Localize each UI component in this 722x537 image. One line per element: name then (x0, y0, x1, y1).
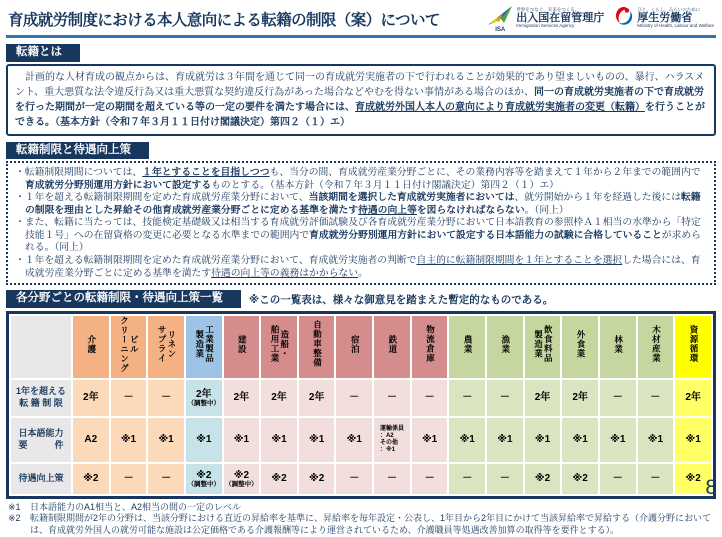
footnote-item (8, 502, 714, 514)
table-cell: 運輸係員 ：A2 その他 ：※1 (374, 418, 410, 462)
mhlw-logo-icon (614, 6, 634, 31)
text-segment: が求められる。（同上） (25, 229, 701, 254)
column-header: 農業 (449, 316, 485, 378)
bullet-item (15, 255, 707, 280)
mhlw-name-en: Ministry of Health, Labour and Welfare (637, 23, 714, 29)
text-segment: 待遇の向上等 (358, 204, 417, 216)
mhlw-tagline: ひと、くらし、みらいのために (637, 7, 701, 12)
text-segment: 当該期間を選択した育成就労実施者においては (308, 192, 515, 204)
table-cell: 2年 (675, 380, 711, 416)
table-cell: － (111, 464, 147, 494)
row-header: 待遇向上策 (11, 464, 71, 494)
field-restriction-table (6, 311, 716, 499)
table-cell: ※2 (261, 464, 297, 494)
table-cell: ※1 (261, 418, 297, 462)
table-cell: ※1 (186, 418, 222, 462)
table-cell: ※1 (525, 418, 561, 462)
table-cell: 2年 (73, 380, 109, 416)
footnote-mark: ※2 (8, 513, 21, 524)
column-header: 建設 (224, 316, 260, 378)
column-header: 介護 (73, 316, 109, 378)
text-segment: ・転籍制限期間については、 (15, 167, 143, 179)
table-cell: － (374, 464, 410, 494)
table-cell: 2年 (525, 380, 561, 416)
table-cell: ※2 (73, 464, 109, 494)
section2-badge: 転籍制限と待遇向上策 (6, 142, 149, 160)
section-tenseki-toha (6, 42, 716, 136)
table-cell: － (487, 380, 523, 416)
column-header: 造船・ 舶用工業 (261, 316, 297, 378)
text-segment: 育成就労分野別運用方針において設定する日本語能力の試験に合格していること (309, 229, 662, 241)
table-cell: A2 (73, 418, 109, 462)
text-segment: 育成就労外国人本人の意向により育成就労実施者の変更（転籍） (355, 101, 645, 113)
section2-bullet-box (6, 161, 716, 285)
table-body (11, 380, 711, 494)
table-cell: ※1 (412, 418, 448, 462)
column-header: ビル クリーニング (111, 316, 147, 378)
text-segment: ・１年を超える転籍制限期間を定めた育成就労産業分野において、育成就労実施者の判断で (15, 255, 417, 266)
column-header: 林業 (600, 316, 636, 378)
column-header: 工業製品 製造業 (186, 316, 222, 378)
text-segment: １年とすることを目指しつつ (142, 167, 270, 179)
text-segment: ・また、転籍に当たっては、技能検定基礎級又は相当する育成就労評価試験及び各育成就労産業分野において日本語教育の参照枠Ａ１相当の水準から「特定技能１号」への在留資格の変更に必要となる水準までの範囲内で (15, 217, 701, 241)
footnote-mark: ※1 (8, 501, 21, 512)
isa-logo (487, 5, 604, 33)
page-title: 育成就労制度における本人意向による転籍の制限（案）について (8, 11, 440, 29)
table-cell: － (148, 380, 184, 416)
isa-logo-icon (487, 5, 513, 33)
text-segment: 転籍の制限を理由とした昇給その他育成就労産業分野ごとに定める基準を満たす (25, 192, 701, 216)
row-header: 1年を超える 転 籍 制 限 (11, 380, 71, 416)
table-cell: － (449, 380, 485, 416)
table-cell: － (148, 464, 184, 494)
text-segment: した場合には、育成就労産業分野ごとに定める基準を満たす (25, 255, 701, 279)
text-segment: ・１年を超える転籍制限期間を定めた育成就労産業分野において、 (15, 192, 309, 204)
table-cell: － (638, 380, 674, 416)
section-tenseki-seigen (6, 140, 716, 285)
table-cell: ※1 (449, 418, 485, 462)
column-header: 鉄道 (374, 316, 410, 378)
isa-name: 出入国在留管理庁 (516, 11, 605, 24)
mhlw-logo (614, 6, 714, 31)
table-cell: 2年 (224, 380, 260, 416)
footnote-item (8, 513, 714, 536)
bullet-item (15, 217, 707, 255)
text-segment: ものとする。（基本方針（令和７年３月１１日付け閣議決定）第四２（１）エ） (211, 179, 559, 191)
table-cell: － (374, 380, 410, 416)
column-header: 飲食料品 製造業 (525, 316, 561, 378)
column-header: 資源循環 (675, 316, 711, 378)
row-header: 日本語能力 要 件 (11, 418, 71, 462)
column-header: 自動車整備 (299, 316, 335, 378)
table-cell: － (600, 464, 636, 494)
table-corner-cell (11, 316, 71, 378)
table-cell: ※2 （調整中） (186, 464, 222, 494)
table-cell: ※1 (675, 418, 711, 462)
column-header: 木材産業 (638, 316, 674, 378)
footnote-text: 転籍制限期間が2年の分野は、当該分野における直近の昇給率を基準に、昇給率を毎年設定・公表し、1年目から2年目にかけて当該昇給率で昇給する（介護分野においては、育成就労外国人の就労可能な施設は公定価格である介護報酬等により運営されているため、介護職員等処遇改善加算の取得等を要件とする）。 (30, 513, 712, 536)
table-cell: 2年 (299, 380, 335, 416)
table-row (11, 380, 711, 416)
table-cell: 2年 (562, 380, 598, 416)
agency-logos (487, 5, 714, 33)
table-cell: － (111, 380, 147, 416)
table-cell: ※1 (148, 418, 184, 462)
table-cell: ※2 (525, 464, 561, 494)
table-cell: － (336, 380, 372, 416)
bullet-item (15, 192, 707, 217)
table-cell: ※1 (487, 418, 523, 462)
text-segment: 、就労開始から１年を経過した後には (514, 192, 681, 204)
page-number: 8 (705, 476, 717, 499)
footnote-text: 日本語能力のA1相当と、A2相当の間の一定のレベル (30, 501, 242, 512)
text-segment: 同一の育成就労実施者の下で育成就労を行った期間が一定の期間を超えている等の一定の要件を満たす場合には、 (15, 86, 704, 113)
column-header: 外食業 (562, 316, 598, 378)
text-segment: 自主的に転籍制限期間を１年とすることを選択 (416, 255, 623, 266)
table-head (11, 316, 711, 378)
mhlw-name: 厚生労働省 (637, 11, 693, 24)
section3-badge: 各分野ごとの転籍制限・待遇向上策一覧 (6, 290, 241, 308)
footnotes (6, 502, 716, 537)
table-cell: － (336, 464, 372, 494)
bullet-item (15, 167, 707, 192)
column-header: 物流倉庫 (412, 316, 448, 378)
text-segment: 育成就労分野別運用方針において設定する (25, 179, 212, 191)
text-segment: 待遇の向上等の義務はかからない (211, 267, 359, 279)
column-header: 宿泊 (336, 316, 372, 378)
section3-note: ※この一覧表は、様々な御意見を踏まえた暫定的なものである。 (249, 293, 554, 306)
text-segment: 計画的な人材育成の観点からは、育成就労は３年間を通じて同一の育成就労実施者の下で行われることが効果的であり望ましいものの、暴行、ハラスメント、重大悪質な法令違反行為又は重大悪質な契約違反行為があった場合などやむを得ない事情がある場合のほか、 (15, 71, 705, 98)
table-cell: ※1 (336, 418, 372, 462)
text-segment: を図らなければならない (416, 204, 525, 216)
page-header (6, 2, 716, 38)
table-row (11, 464, 711, 494)
table-cell: － (487, 464, 523, 494)
text-segment: を行うことができる。（基本方針（令和７年３月１１日付け閣議決定）第四２（１）エ） (15, 101, 705, 128)
column-header: リネン サプライ (148, 316, 184, 378)
isa-name-en: Immigration Services Agency (516, 23, 575, 29)
table-cell: － (638, 464, 674, 494)
table-cell: ※2 (562, 464, 598, 494)
table-cell: ※1 (600, 418, 636, 462)
text-segment: 。（同上） (524, 204, 569, 216)
column-header: 漁業 (487, 316, 523, 378)
section1-text-box (6, 64, 716, 136)
text-segment: も、当分の間、育成就労産業分野ごとに、その業務内容等を踏まえて１年から２年までの範囲内で (269, 167, 701, 179)
table-cell: ※1 (224, 418, 260, 462)
isa-tagline: 世界をつなぐ、未来をつくる。 (516, 7, 580, 12)
section-table-header-row (6, 290, 716, 308)
table-cell: ※1 (562, 418, 598, 462)
table-cell: ※2 （調整中） (224, 464, 260, 494)
section1-badge: 転籍とは (6, 44, 80, 62)
table-cell: ※1 (299, 418, 335, 462)
table-cell: ※2 (675, 464, 711, 494)
table-cell: － (412, 464, 448, 494)
table-cell: － (449, 464, 485, 494)
table-row (11, 418, 711, 462)
table-cell: － (600, 380, 636, 416)
text-segment: 。 (358, 267, 368, 279)
table-cell: ※1 (638, 418, 674, 462)
table-cell: ※2 (299, 464, 335, 494)
table-cell: 2年 （調整中） (186, 380, 222, 416)
isa-abbr-label: ISA (495, 26, 506, 33)
table-cell: － (412, 380, 448, 416)
table-cell: 2年 (261, 380, 297, 416)
table-cell: ※1 (111, 418, 147, 462)
